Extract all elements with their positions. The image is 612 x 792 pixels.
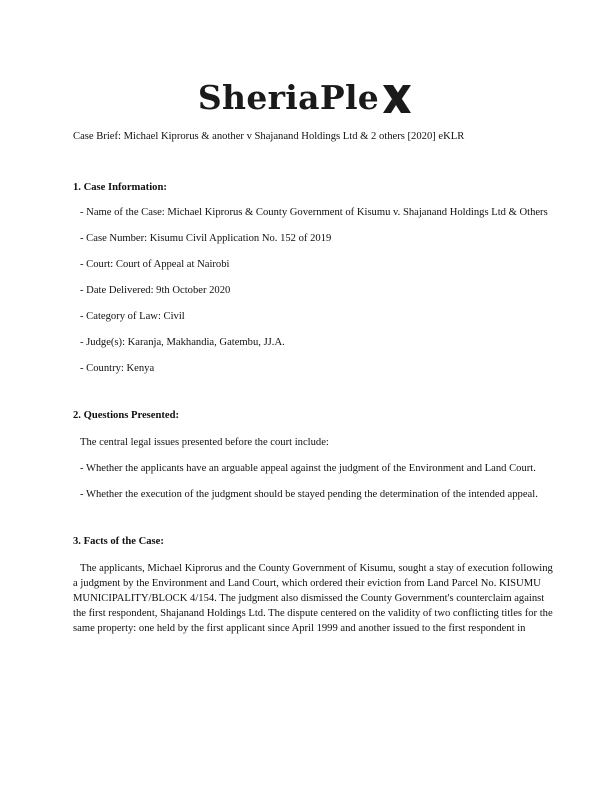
sheriaplex-logo (0, 78, 612, 118)
facts-heading: 3. Facts of the Case: (73, 536, 164, 547)
case-information-heading: 1. Case Information: (73, 182, 167, 193)
case-info-number: - Case Number: Kisumu Civil Application No. 152 of 2019 (80, 233, 332, 244)
case-info-country: - Country: Kenya (80, 363, 155, 374)
questions-intro: The central legal issues presented before the court include: (80, 437, 329, 448)
brief-title: Case Brief: Michael Kiprorus & another v Shajanand Holdings Ltd & 2 others [2020] eKLR (73, 131, 465, 142)
case-info-judges: - Judge(s): Karanja, Makhandia, Gatembu, JJ.A. (80, 337, 285, 348)
case-info-name: - Name of the Case: Michael Kiprorus & County Government of Kisumu v. Shajanand Holdings Ltd & Others (80, 207, 548, 218)
logo-x-mark-icon (380, 82, 414, 116)
facts-body: The applicants, Michael Kiprorus and the County Government of Kisumu, sought a stay of execution following a judgment by the Environment and Land Court, which ordered their eviction from Land Parcel No. KISUMU MUNICIPALITY/BLOCK 4/154. The judgment also dismissed the County Government's counterclaim against the first respondent, Shajanand Holdings Ltd. The dispute centered on the validity of two conflicting titles for the same property: one held by the first applicant since April 1999 and another issued to the first respondent in (73, 563, 553, 634)
logo-wordmark: SheriaPle (197, 78, 380, 117)
questions-presented-heading: 2. Questions Presented: (73, 410, 180, 421)
case-info-category: - Category of Law: Civil (80, 311, 185, 322)
case-info-date: - Date Delivered: 9th October 2020 (80, 285, 231, 296)
case-brief-body (73, 129, 553, 636)
question-item: - Whether the execution of the judgment should be stayed pending the determination of the intended appeal. (80, 489, 538, 500)
case-info-court: - Court: Court of Appeal at Nairobi (80, 259, 230, 270)
question-item: - Whether the applicants have an arguable appeal against the judgment of the Environment and Land Court. (80, 463, 536, 474)
